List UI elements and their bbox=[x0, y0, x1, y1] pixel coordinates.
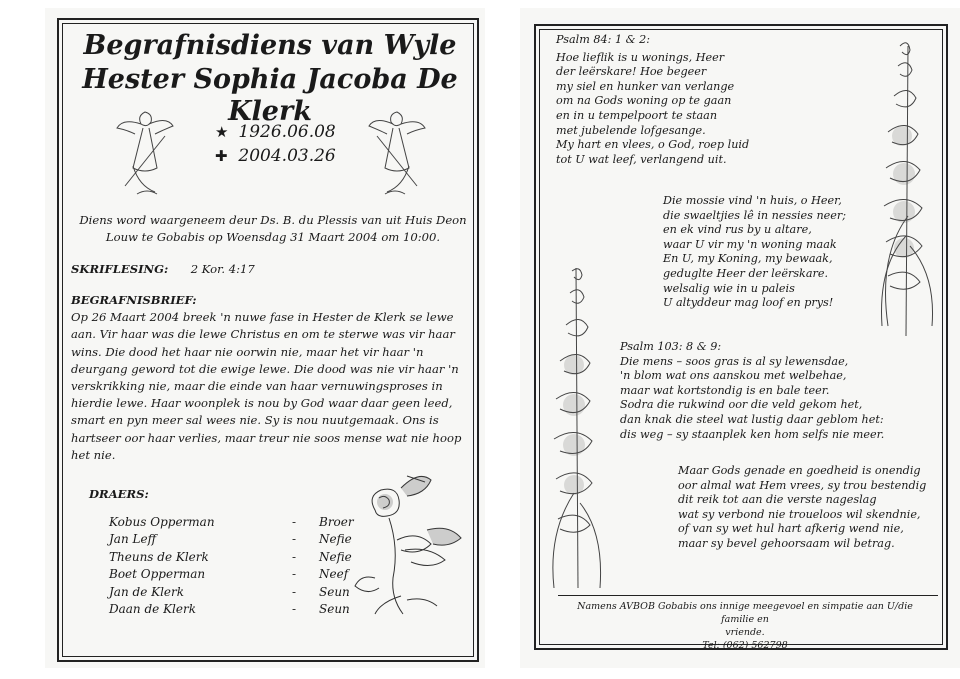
birth-date: 1926.06.08 bbox=[238, 122, 336, 142]
psalm-84-heading: Psalm 84: 1 & 2: bbox=[556, 33, 651, 46]
poem-line: die swaeltjies lê in nessies neer; bbox=[663, 208, 847, 222]
poem-line: wat sy verbond nie troueloos wil skendnie, bbox=[678, 507, 921, 521]
funeral-letter-line: aan. Vir haar was die lewe Christus en om te sterwe was vir haar bbox=[71, 327, 455, 342]
title-line-1: Begrafnisdiens van Wyle bbox=[83, 30, 457, 61]
service-line-2: Louw te Gobabis op Woensdag 31 Maart 2004 om 10:00. bbox=[105, 230, 441, 245]
death-date: 2004.03.26 bbox=[238, 146, 336, 166]
poem-line: dit reik tot aan die verste nageslag bbox=[678, 493, 877, 507]
funeral-letter-line: hierdie lewe. Haar woonplek is nou by God waar daar geen leed, bbox=[71, 396, 453, 411]
funeral-letter-line: smart en pyn meer sal wees nie. Sy is nou nuutgemaak. Ons is bbox=[71, 413, 439, 428]
funeral-letter-line: verskrikking nie, maar die einde van haar vernuwingsproses in bbox=[71, 379, 443, 394]
footer-phone: Tel: (062) 562798 bbox=[702, 640, 788, 651]
poem-line: U altyddeur mag loof en prys! bbox=[663, 296, 834, 310]
poem-line: om na Gods woning op te gaan bbox=[556, 94, 732, 108]
poem-line: met jubelende lofgesange. bbox=[556, 123, 706, 137]
scripture-reading bbox=[71, 261, 471, 278]
footer-divider bbox=[558, 595, 938, 596]
poem-line: dis weg – sy staanplek ken hom selfs nie meer. bbox=[620, 427, 885, 441]
poem-line: of van sy wet hul hart afkerig wend nie, bbox=[678, 522, 904, 536]
angel-illustration-left bbox=[115, 106, 175, 201]
poem-line: dan knak die steel wat lustig daar geblom het: bbox=[620, 412, 884, 426]
poem-line: Die mossie vind 'n huis, o Heer, bbox=[663, 194, 842, 207]
bearer-relation: Seun bbox=[319, 584, 350, 599]
funeral-letter-line: deurgang geword tot die ewige lewe. Die dood was nie vir haar 'n bbox=[71, 361, 459, 376]
gladiolus-illustration-right bbox=[870, 36, 940, 336]
poem-line: Die mens – soos gras is al sy lewensdae, bbox=[620, 354, 849, 368]
birth-date-row bbox=[215, 120, 336, 144]
poem-line: My hart en vlees, o God, roep luid bbox=[556, 138, 750, 152]
poem-line: 'n blom wat ons aanskou met welbehae, bbox=[620, 369, 847, 383]
death-date-row bbox=[215, 144, 336, 168]
bearer-name: Boet Opperman bbox=[109, 567, 206, 582]
footer-condolence-line-1: Namens AVBOB Gobabis ons innige meegevoel en simpatie aan U/die familie en bbox=[577, 601, 913, 625]
bearer-name: Kobus Opperman bbox=[109, 514, 215, 529]
bearer-row bbox=[109, 566, 379, 584]
poem-line: Maar Gods genade en goedheid is onendig bbox=[678, 464, 921, 477]
funeral-letter-line: wins. Die dood het haar nie oorwin nie, maar het vir haar 'n bbox=[71, 344, 424, 359]
psalm-103-section bbox=[620, 340, 884, 442]
scripture-reading-label: SKRIFLESING: bbox=[71, 262, 169, 276]
psalm-84-section bbox=[556, 33, 749, 167]
right-page bbox=[520, 8, 960, 668]
bearers-label: DRAERS: bbox=[89, 487, 149, 501]
bearer-relation: Seun bbox=[319, 602, 350, 617]
angel-illustration-right bbox=[367, 106, 427, 201]
bearer-relation: Nefie bbox=[319, 532, 352, 547]
bearer-row bbox=[109, 583, 379, 601]
bearer-name: Jan de Klerk bbox=[109, 584, 185, 599]
funeral-letter-label: BEGRAFNISBRIEF: bbox=[71, 293, 197, 307]
star-icon: ★ bbox=[215, 123, 229, 141]
bearers-table bbox=[109, 513, 379, 618]
poem-line: oor almal wat Hem vrees, sy trou bestendig bbox=[678, 478, 927, 492]
service-line-1: Diens word waargeneem deur Ds. B. du Plessis van uit Huis Deon bbox=[79, 213, 467, 227]
title-line-2: Hester Sophia Jacoba De Klerk bbox=[82, 64, 458, 127]
funeral-letter-line: het nie. bbox=[71, 447, 116, 462]
poem-line: waar U vir my 'n woning maak bbox=[663, 237, 837, 251]
left-page bbox=[45, 8, 485, 668]
poem-line: my siel en hunker van verlange bbox=[556, 79, 735, 93]
bearer-relation: Broer bbox=[319, 514, 354, 529]
poem-line: En U, my Koning, my bewaak, bbox=[663, 252, 833, 266]
bearer-row bbox=[109, 531, 379, 549]
life-dates bbox=[215, 120, 336, 168]
funeral-letter-line: Op 26 Maart 2004 breek 'n nuwe fase in Hester de Klerk se lewe bbox=[71, 310, 454, 325]
bearer-name: Theuns de Klerk bbox=[109, 549, 209, 564]
poem-line: maar sy bevel gehoorsaam wil betrag. bbox=[678, 536, 895, 550]
gladiolus-illustration-left bbox=[540, 263, 610, 593]
footer bbox=[560, 600, 930, 652]
poem-line: der leërskare! Hoe begeer bbox=[556, 65, 707, 79]
service-details bbox=[73, 212, 473, 246]
psalm-103-heading: Psalm 103: 8 & 9: bbox=[620, 340, 722, 353]
poem-line: Sodra die rukwind oor die veld gekom het, bbox=[620, 398, 863, 412]
bearer-row bbox=[109, 601, 379, 619]
poem-line: en in u tempelpoort te staan bbox=[556, 108, 718, 122]
funeral-letter bbox=[71, 292, 476, 464]
cross-icon: ✚ bbox=[215, 147, 228, 165]
poem-line: en ek vind rus by u altare, bbox=[663, 223, 812, 237]
psalm-84-stanza-2 bbox=[663, 194, 846, 311]
funeral-letter-line: hartseer oor haar verlies, maar treur nie soos mense wat nie hoop bbox=[71, 430, 462, 445]
bearer-dash: - bbox=[291, 567, 297, 582]
bearer-dash: - bbox=[291, 532, 297, 547]
bearer-name: Jan Leff bbox=[109, 532, 157, 547]
poem-line: tot U wat leef, verlangend uit. bbox=[556, 152, 727, 166]
psalm-103-stanza-2 bbox=[678, 464, 926, 552]
poem-line: welsalig wie in u paleis bbox=[663, 281, 795, 295]
rose-illustration bbox=[345, 460, 470, 620]
bearer-relation: Neef bbox=[319, 567, 349, 582]
bearer-dash: - bbox=[291, 549, 297, 564]
bearer-name: Daan de Klerk bbox=[109, 602, 196, 617]
poem-line: maar wat kortstondig is en bale teer. bbox=[620, 383, 830, 397]
bearer-row bbox=[109, 548, 379, 566]
bearer-dash: - bbox=[291, 602, 297, 617]
poem-line: geduglte Heer der leërskare. bbox=[663, 266, 829, 280]
poem-line: Hoe lieflik is u wonings, Heer bbox=[556, 50, 725, 64]
bearer-row bbox=[109, 513, 379, 531]
bearer-dash: - bbox=[291, 584, 297, 599]
bearer-dash: - bbox=[291, 514, 297, 529]
bearer-relation: Nefie bbox=[319, 549, 352, 564]
footer-condolence-line-2: vriende. bbox=[725, 627, 765, 638]
scripture-reading-ref: 2 Kor. 4:17 bbox=[190, 262, 255, 276]
